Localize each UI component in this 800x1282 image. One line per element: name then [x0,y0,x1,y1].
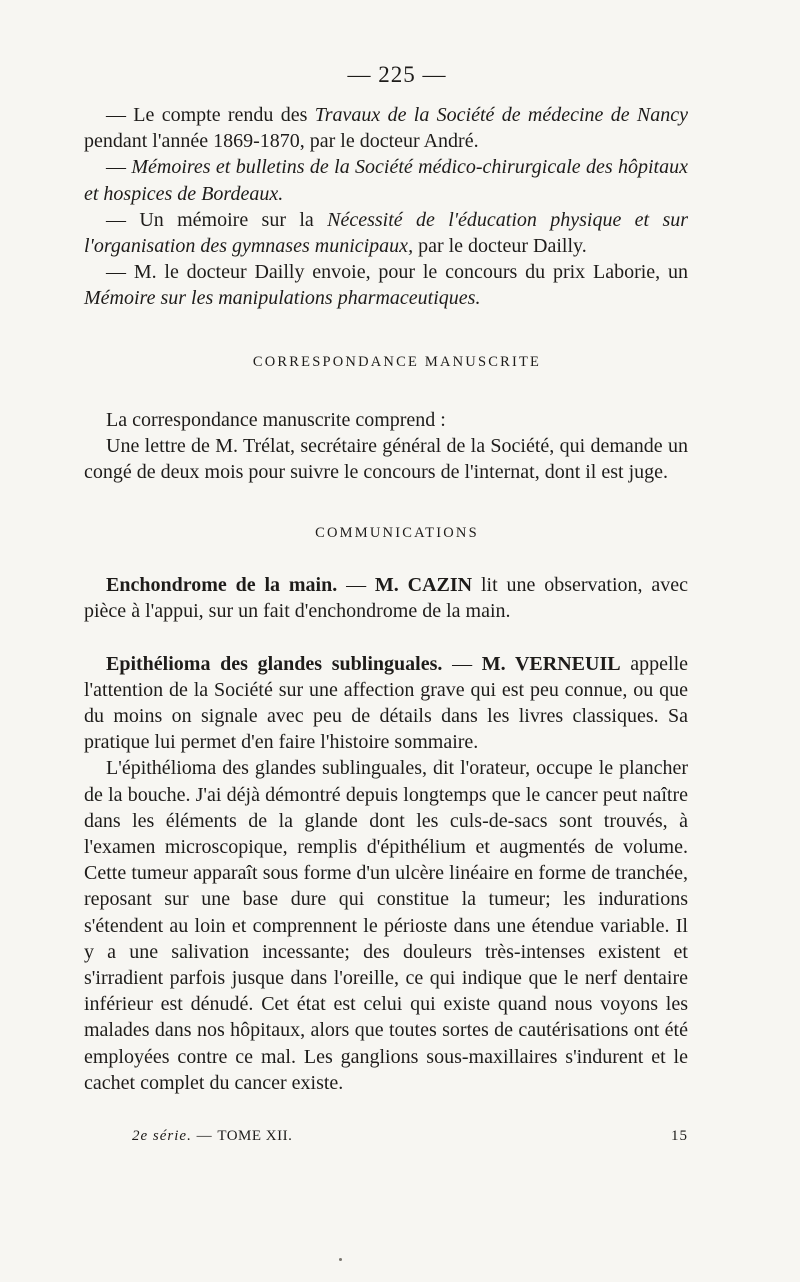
footer-series-label: 2e série. [132,1128,192,1144]
intro-item-3-title: Nécessité de l'éducation physique et sur l'organisation des gymnases municipaux, [84,208,689,258]
communication-title: Enchondrome de la main. [106,574,338,597]
page-number: — 225 — [347,62,447,87]
communication-dash: — [442,652,482,675]
communication-author: M. VERNEUIL [481,652,621,675]
intro-item-1-text: — Le compte rendu des [106,104,315,126]
intro-item-1-rest: pendant l'année 1869-1870, par le docteur André. [84,130,479,153]
communication-body: lit une observation, avec pièce à l'appui, sur un fait d'enchondrome de la main. [84,574,688,623]
correspondance-letter: Une lettre de M. Trélat, secrétaire général de la Société, qui demande un congé de deux mois pour suivre le concours de l'internat, dont il est juge. [84,434,688,484]
intro-item-1 [84,102,688,154]
communication-epithelioma-paragraph-2: L'épithélioma des glandes sublinguales, dit l'orateur, occupe le plancher de la bouche. J'ai déjà démontré depuis longtemps que le cancer peut naître dans les éléments de la glande dont les culs-de-sacs sont trouvés, à l'examen microscopique, remplis d'épithélium et augmentés de volume. Cette tumeur apparaît sous forme d'un ulcère linéaire en forme de tranchée, reposant sur une base dure qui constitue la tumeur; les indurations s'étendent au loin et comprennent le périoste dans une étendue variable. Il y a une salivation incessante; des douleurs très-intenses existent et s'irradient parfois jusque dans l'oreille, ce qui indique que le nerf dentaire inférieur est dénudé. Cet état est celui qui existe quand nous voyons les malades dans nos hôpitaux, alors que toutes sortes de cautérisations ont été employées contre ce mal. Les ganglions sous-maxillaires s'indurent et le cachet complet du cancer existe. [84,757,688,1094]
intro-item-4-text: — M. le docteur Dailly envoie, pour le concours du prix Laborie, un [106,261,688,284]
communication-author: M. CAZIN [374,574,473,597]
communication-title: Epithélioma des glandes sublinguales. [106,652,443,675]
intro-item-2-dash: — [106,156,132,179]
communication-dash: — [337,574,375,597]
intro-item-3-rest: par le docteur Dailly. [413,235,587,258]
communication-body: appelle l'attention de la Société sur une affection grave qui est peu connue, ou que du moins on signale avec peu de détails dans les livres classiques. Sa pratique lui permet d'en faire l'histoire sommaire. [84,652,689,754]
intro-item-4 [84,259,688,311]
intro-item-3-text: — Un mémoire sur la [106,208,328,231]
paper-speck [339,1258,342,1261]
footer-series [132,1128,292,1145]
intro-item-3 [84,207,688,259]
intro-item-4-title: Mémoire sur les manipulations pharmaceutiques. [84,287,481,310]
page-footer [132,1128,688,1145]
footer-signature-mark: 15 [671,1128,688,1144]
communication-enchondrome [84,572,688,624]
intro-item-1-title: Travaux de la Société de médecine de Nancy [314,104,688,126]
footer-dash: — [191,1128,218,1144]
intro-item-2 [84,154,688,206]
correspondance-heading: CORRESPONDANCE MANUSCRITE [252,353,542,370]
footer-tome: TOME XII. [217,1128,293,1144]
intro-item-2-title: Mémoires et bulletins de la Société médico-chirurgicale des hôpitaux et hospices de Bordeaux. [84,156,688,205]
correspondance-intro: La correspondance manuscrite comprend : [106,408,446,431]
communication-epithelioma [84,651,688,756]
communications-heading: COMMUNICATIONS [315,525,479,542]
